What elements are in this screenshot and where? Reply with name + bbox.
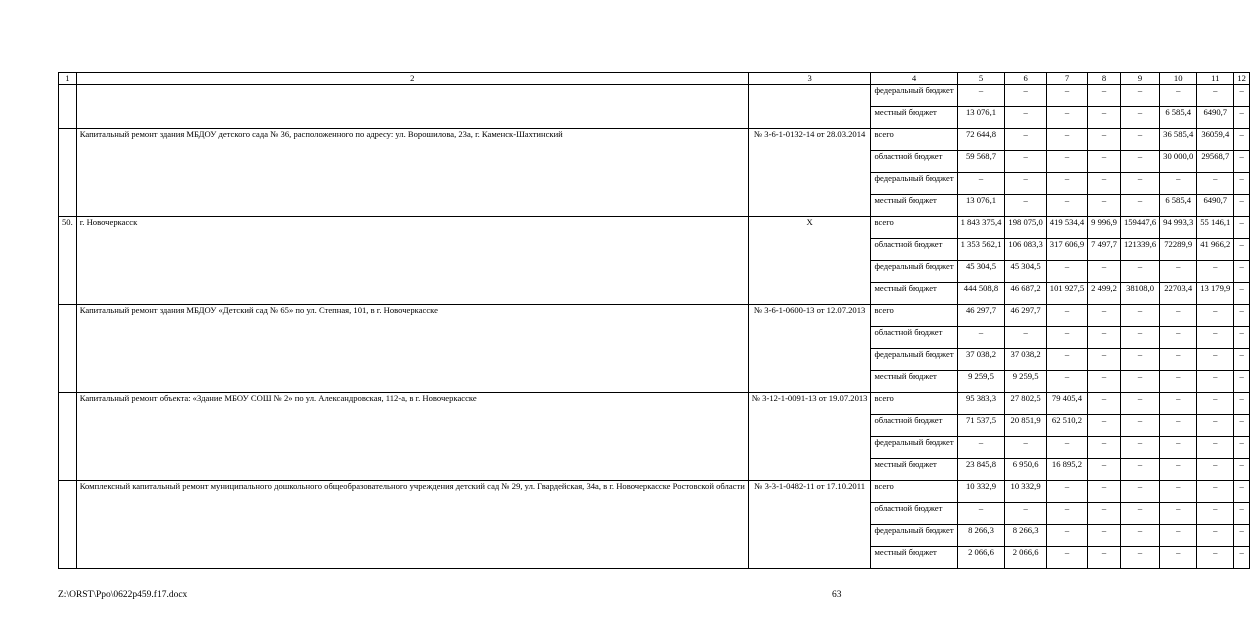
amount-cell: –	[1120, 503, 1159, 525]
amount-cell: –	[1046, 195, 1087, 217]
document-ref: № 3-6-1-0132-14 от 28.03.2014	[748, 129, 871, 217]
amount-cell: –	[1234, 217, 1250, 239]
amount-cell: –	[1088, 261, 1121, 283]
amount-cell: 45 304,5	[957, 261, 1005, 283]
amount-cell: 1 353 562,1	[957, 239, 1005, 261]
amount-cell: 37 038,2	[957, 349, 1005, 371]
amount-cell: –	[1046, 437, 1087, 459]
amount-cell: 94 993,3	[1160, 217, 1197, 239]
amount-cell: 6 585,4	[1160, 107, 1197, 129]
amount-cell: –	[1120, 305, 1159, 327]
amount-cell: 38108,0	[1120, 283, 1159, 305]
amount-cell: –	[1120, 371, 1159, 393]
amount-cell: 6490,7	[1197, 107, 1234, 129]
amount-cell: 46 687,2	[1005, 283, 1046, 305]
column-number: 2	[76, 73, 748, 85]
amount-cell: 6 585,4	[1160, 195, 1197, 217]
amount-cell: 20 851,9	[1005, 415, 1046, 437]
document-ref: № 3-12-1-0091-13 от 19.07.2013	[748, 393, 871, 481]
amount-cell: –	[1088, 349, 1121, 371]
amount-cell: –	[1120, 85, 1159, 107]
row-number: 50.	[59, 217, 77, 305]
funding-source: всего	[871, 481, 957, 503]
column-number: 1	[59, 73, 77, 85]
object-name: Комплексный капитальный ремонт муниципального дошкольного общеобразовательного учреждения детский сад № 29, ул. Гвардейская, 34а, в г. Новочеркасске Ростовской области	[76, 481, 748, 569]
amount-cell: 30 000,0	[1160, 151, 1197, 173]
amount-cell: –	[1197, 371, 1234, 393]
amount-cell: –	[1234, 547, 1250, 569]
amount-cell: –	[1088, 305, 1121, 327]
budget-table	[58, 72, 1250, 569]
amount-cell: –	[1088, 107, 1121, 129]
amount-cell: 9 259,5	[1005, 371, 1046, 393]
amount-cell: 16 895,2	[1046, 459, 1087, 481]
amount-cell: 106 083,3	[1005, 239, 1046, 261]
funding-source: областной бюджет	[871, 151, 957, 173]
column-number: 9	[1120, 73, 1159, 85]
amount-cell: –	[1234, 173, 1250, 195]
amount-cell: –	[1005, 151, 1046, 173]
amount-cell: –	[1197, 481, 1234, 503]
amount-cell: –	[1120, 129, 1159, 151]
object-name	[76, 85, 748, 129]
amount-cell: –	[1088, 195, 1121, 217]
amount-cell: –	[1005, 85, 1046, 107]
amount-cell: –	[1088, 151, 1121, 173]
amount-cell: –	[1234, 261, 1250, 283]
amount-cell: –	[1234, 85, 1250, 107]
amount-cell: –	[1046, 173, 1087, 195]
object-name: Капитальный ремонт здания МБДОУ «Детский сад № 65» по ул. Степная, 101, в г. Новочеркасске	[76, 305, 748, 393]
table-row	[59, 85, 1250, 107]
row-number	[59, 305, 77, 393]
amount-cell: –	[1120, 415, 1159, 437]
amount-cell: –	[1160, 415, 1197, 437]
amount-cell: –	[1160, 305, 1197, 327]
amount-cell: 13 076,1	[957, 195, 1005, 217]
amount-cell: 72 644,8	[957, 129, 1005, 151]
amount-cell: –	[1088, 129, 1121, 151]
funding-source: местный бюджет	[871, 107, 957, 129]
amount-cell: 59 568,7	[957, 151, 1005, 173]
amount-cell: –	[1005, 173, 1046, 195]
amount-cell: 6 950,6	[1005, 459, 1046, 481]
amount-cell: –	[1046, 327, 1087, 349]
funding-source: местный бюджет	[871, 195, 957, 217]
amount-cell: –	[1160, 503, 1197, 525]
funding-source: местный бюджет	[871, 371, 957, 393]
amount-cell: 46 297,7	[957, 305, 1005, 327]
document-ref: № 3-6-1-0600-13 от 12.07.2013	[748, 305, 871, 393]
amount-cell: –	[1160, 481, 1197, 503]
amount-cell: –	[957, 327, 1005, 349]
table-row	[59, 305, 1250, 327]
amount-cell: 62 510,2	[1046, 415, 1087, 437]
amount-cell: –	[1234, 195, 1250, 217]
amount-cell: –	[1046, 85, 1087, 107]
funding-source: областной бюджет	[871, 239, 957, 261]
column-number: 3	[748, 73, 871, 85]
amount-cell: –	[1160, 349, 1197, 371]
funding-source: всего	[871, 305, 957, 327]
amount-cell: 2 066,6	[1005, 547, 1046, 569]
amount-cell: –	[1120, 437, 1159, 459]
funding-source: всего	[871, 217, 957, 239]
document-ref	[748, 85, 871, 129]
column-number: 5	[957, 73, 1005, 85]
amount-cell: –	[1120, 393, 1159, 415]
amount-cell: –	[1120, 525, 1159, 547]
amount-cell: –	[1088, 547, 1121, 569]
amount-cell: –	[1197, 85, 1234, 107]
amount-cell: –	[1197, 547, 1234, 569]
table-row	[59, 481, 1250, 503]
object-name: Капитальный ремонт объекта: «Здание МБОУ СОШ № 2» по ул. Александровская, 112-а, в г. Новочеркасске	[76, 393, 748, 481]
amount-cell: –	[1234, 393, 1250, 415]
amount-cell: 444 508,8	[957, 283, 1005, 305]
amount-cell: 27 802,5	[1005, 393, 1046, 415]
amount-cell: –	[1005, 327, 1046, 349]
amount-cell: –	[1120, 481, 1159, 503]
amount-cell: 45 304,5	[1005, 261, 1046, 283]
amount-cell: 1 843 375,4	[957, 217, 1005, 239]
amount-cell: –	[1120, 173, 1159, 195]
amount-cell: –	[1120, 459, 1159, 481]
amount-cell: –	[1005, 107, 1046, 129]
column-number: 7	[1046, 73, 1087, 85]
amount-cell: –	[1005, 437, 1046, 459]
column-number: 4	[871, 73, 957, 85]
amount-cell: 419 534,4	[1046, 217, 1087, 239]
amount-cell: –	[1197, 393, 1234, 415]
amount-cell: 36059,4	[1197, 129, 1234, 151]
amount-cell: –	[1197, 503, 1234, 525]
amount-cell: –	[1160, 371, 1197, 393]
document-ref: Х	[748, 217, 871, 305]
amount-cell: –	[1234, 371, 1250, 393]
amount-cell: 37 038,2	[1005, 349, 1046, 371]
amount-cell: 13 076,1	[957, 107, 1005, 129]
amount-cell: –	[1088, 437, 1121, 459]
amount-cell: –	[1088, 525, 1121, 547]
amount-cell: –	[1046, 107, 1087, 129]
funding-source: федеральный бюджет	[871, 85, 957, 107]
page-number: 63	[832, 590, 842, 600]
funding-source: федеральный бюджет	[871, 261, 957, 283]
amount-cell: –	[1046, 547, 1087, 569]
row-number	[59, 85, 77, 129]
funding-source: областной бюджет	[871, 503, 957, 525]
column-number: 12	[1234, 73, 1250, 85]
amount-cell: 71 537,5	[957, 415, 1005, 437]
amount-cell: –	[1046, 305, 1087, 327]
funding-source: областной бюджет	[871, 327, 957, 349]
amount-cell: 9 259,5	[957, 371, 1005, 393]
funding-source: федеральный бюджет	[871, 173, 957, 195]
amount-cell: –	[1234, 283, 1250, 305]
column-number: 11	[1197, 73, 1234, 85]
amount-cell: 72289,9	[1160, 239, 1197, 261]
amount-cell: –	[957, 437, 1005, 459]
amount-cell: 95 383,3	[957, 393, 1005, 415]
amount-cell: –	[1046, 371, 1087, 393]
amount-cell: –	[1234, 305, 1250, 327]
amount-cell: –	[1234, 437, 1250, 459]
amount-cell: –	[1234, 349, 1250, 371]
amount-cell: –	[1197, 173, 1234, 195]
amount-cell: 9 996,9	[1088, 217, 1121, 239]
amount-cell: 2 066,6	[957, 547, 1005, 569]
amount-cell: –	[1197, 327, 1234, 349]
amount-cell: –	[1046, 261, 1087, 283]
amount-cell: –	[1197, 437, 1234, 459]
amount-cell: –	[1120, 195, 1159, 217]
header-row	[59, 73, 1250, 85]
amount-cell: 7 497,7	[1088, 239, 1121, 261]
amount-cell: –	[957, 503, 1005, 525]
amount-cell: –	[1120, 547, 1159, 569]
object-name: г. Новочеркасск	[76, 217, 748, 305]
amount-cell: –	[1120, 349, 1159, 371]
amount-cell: –	[1046, 481, 1087, 503]
funding-source: всего	[871, 129, 957, 151]
amount-cell: –	[957, 173, 1005, 195]
amount-cell: –	[1234, 129, 1250, 151]
object-name: Капитальный ремонт здания МБДОУ детского сада № 36, расположенного по адресу: ул. Ворошилова, 23а, г. Каменск-Шахтинский	[76, 129, 748, 217]
amount-cell: –	[1088, 393, 1121, 415]
amount-cell: –	[1088, 481, 1121, 503]
document-ref: № 3-3-1-0482-11 от 17.10.2011	[748, 481, 871, 569]
funding-source: федеральный бюджет	[871, 525, 957, 547]
amount-cell: –	[957, 85, 1005, 107]
amount-cell: –	[1234, 107, 1250, 129]
amount-cell: –	[1046, 129, 1087, 151]
amount-cell: –	[1046, 503, 1087, 525]
column-number: 10	[1160, 73, 1197, 85]
amount-cell: 8 266,3	[1005, 525, 1046, 547]
amount-cell: 13 179,9	[1197, 283, 1234, 305]
amount-cell: –	[1088, 85, 1121, 107]
amount-cell: –	[1005, 129, 1046, 151]
funding-source: местный бюджет	[871, 459, 957, 481]
amount-cell: –	[1234, 415, 1250, 437]
amount-cell: 317 606,9	[1046, 239, 1087, 261]
amount-cell: –	[1160, 547, 1197, 569]
amount-cell: 101 927,5	[1046, 283, 1087, 305]
funding-source: местный бюджет	[871, 547, 957, 569]
table-row	[59, 129, 1250, 151]
funding-source: местный бюджет	[871, 283, 957, 305]
amount-cell: 41 966,2	[1197, 239, 1234, 261]
amount-cell: –	[1088, 459, 1121, 481]
amount-cell: –	[1160, 327, 1197, 349]
amount-cell: 55 146,1	[1197, 217, 1234, 239]
amount-cell: 22703,4	[1160, 283, 1197, 305]
amount-cell: –	[1234, 239, 1250, 261]
amount-cell: 36 585,4	[1160, 129, 1197, 151]
funding-source: федеральный бюджет	[871, 437, 957, 459]
amount-cell: –	[1046, 525, 1087, 547]
table-row	[59, 393, 1250, 415]
amount-cell: –	[1234, 503, 1250, 525]
amount-cell: –	[1120, 327, 1159, 349]
amount-cell: –	[1197, 349, 1234, 371]
amount-cell: –	[1160, 173, 1197, 195]
amount-cell: –	[1088, 503, 1121, 525]
column-number: 8	[1088, 73, 1121, 85]
amount-cell: 23 845,8	[957, 459, 1005, 481]
amount-cell: –	[1088, 173, 1121, 195]
amount-cell: –	[1120, 107, 1159, 129]
row-number	[59, 393, 77, 481]
amount-cell: –	[1160, 393, 1197, 415]
amount-cell: –	[1120, 151, 1159, 173]
amount-cell: –	[1088, 371, 1121, 393]
amount-cell: –	[1197, 415, 1234, 437]
amount-cell: –	[1046, 349, 1087, 371]
file-path: Z:\ORST\Ppo\0622p459.f17.docx	[58, 590, 188, 600]
funding-source: всего	[871, 393, 957, 415]
amount-cell: –	[1005, 503, 1046, 525]
amount-cell: 10 332,9	[957, 481, 1005, 503]
amount-cell: –	[1197, 525, 1234, 547]
amount-cell: 121339,6	[1120, 239, 1159, 261]
amount-cell: –	[1234, 327, 1250, 349]
amount-cell: 2 499,2	[1088, 283, 1121, 305]
amount-cell: –	[1160, 437, 1197, 459]
amount-cell: –	[1234, 459, 1250, 481]
amount-cell: 8 266,3	[957, 525, 1005, 547]
amount-cell: –	[1234, 525, 1250, 547]
amount-cell: –	[1005, 195, 1046, 217]
amount-cell: –	[1160, 459, 1197, 481]
funding-source: областной бюджет	[871, 415, 957, 437]
amount-cell: –	[1197, 305, 1234, 327]
column-number: 6	[1005, 73, 1046, 85]
amount-cell: –	[1088, 327, 1121, 349]
amount-cell: 46 297,7	[1005, 305, 1046, 327]
amount-cell: 198 075,0	[1005, 217, 1046, 239]
amount-cell: –	[1160, 85, 1197, 107]
amount-cell: 6490,7	[1197, 195, 1234, 217]
amount-cell: –	[1046, 151, 1087, 173]
amount-cell: –	[1234, 481, 1250, 503]
amount-cell: 159447,6	[1120, 217, 1159, 239]
amount-cell: –	[1120, 261, 1159, 283]
funding-source: федеральный бюджет	[871, 349, 957, 371]
row-number	[59, 481, 77, 569]
amount-cell: 79 405,4	[1046, 393, 1087, 415]
amount-cell: –	[1160, 525, 1197, 547]
amount-cell: –	[1234, 151, 1250, 173]
amount-cell: –	[1197, 459, 1234, 481]
amount-cell: –	[1197, 261, 1234, 283]
amount-cell: 29568,7	[1197, 151, 1234, 173]
amount-cell: –	[1160, 261, 1197, 283]
amount-cell: 10 332,9	[1005, 481, 1046, 503]
table-row	[59, 217, 1250, 239]
amount-cell: –	[1088, 415, 1121, 437]
row-number	[59, 129, 77, 217]
